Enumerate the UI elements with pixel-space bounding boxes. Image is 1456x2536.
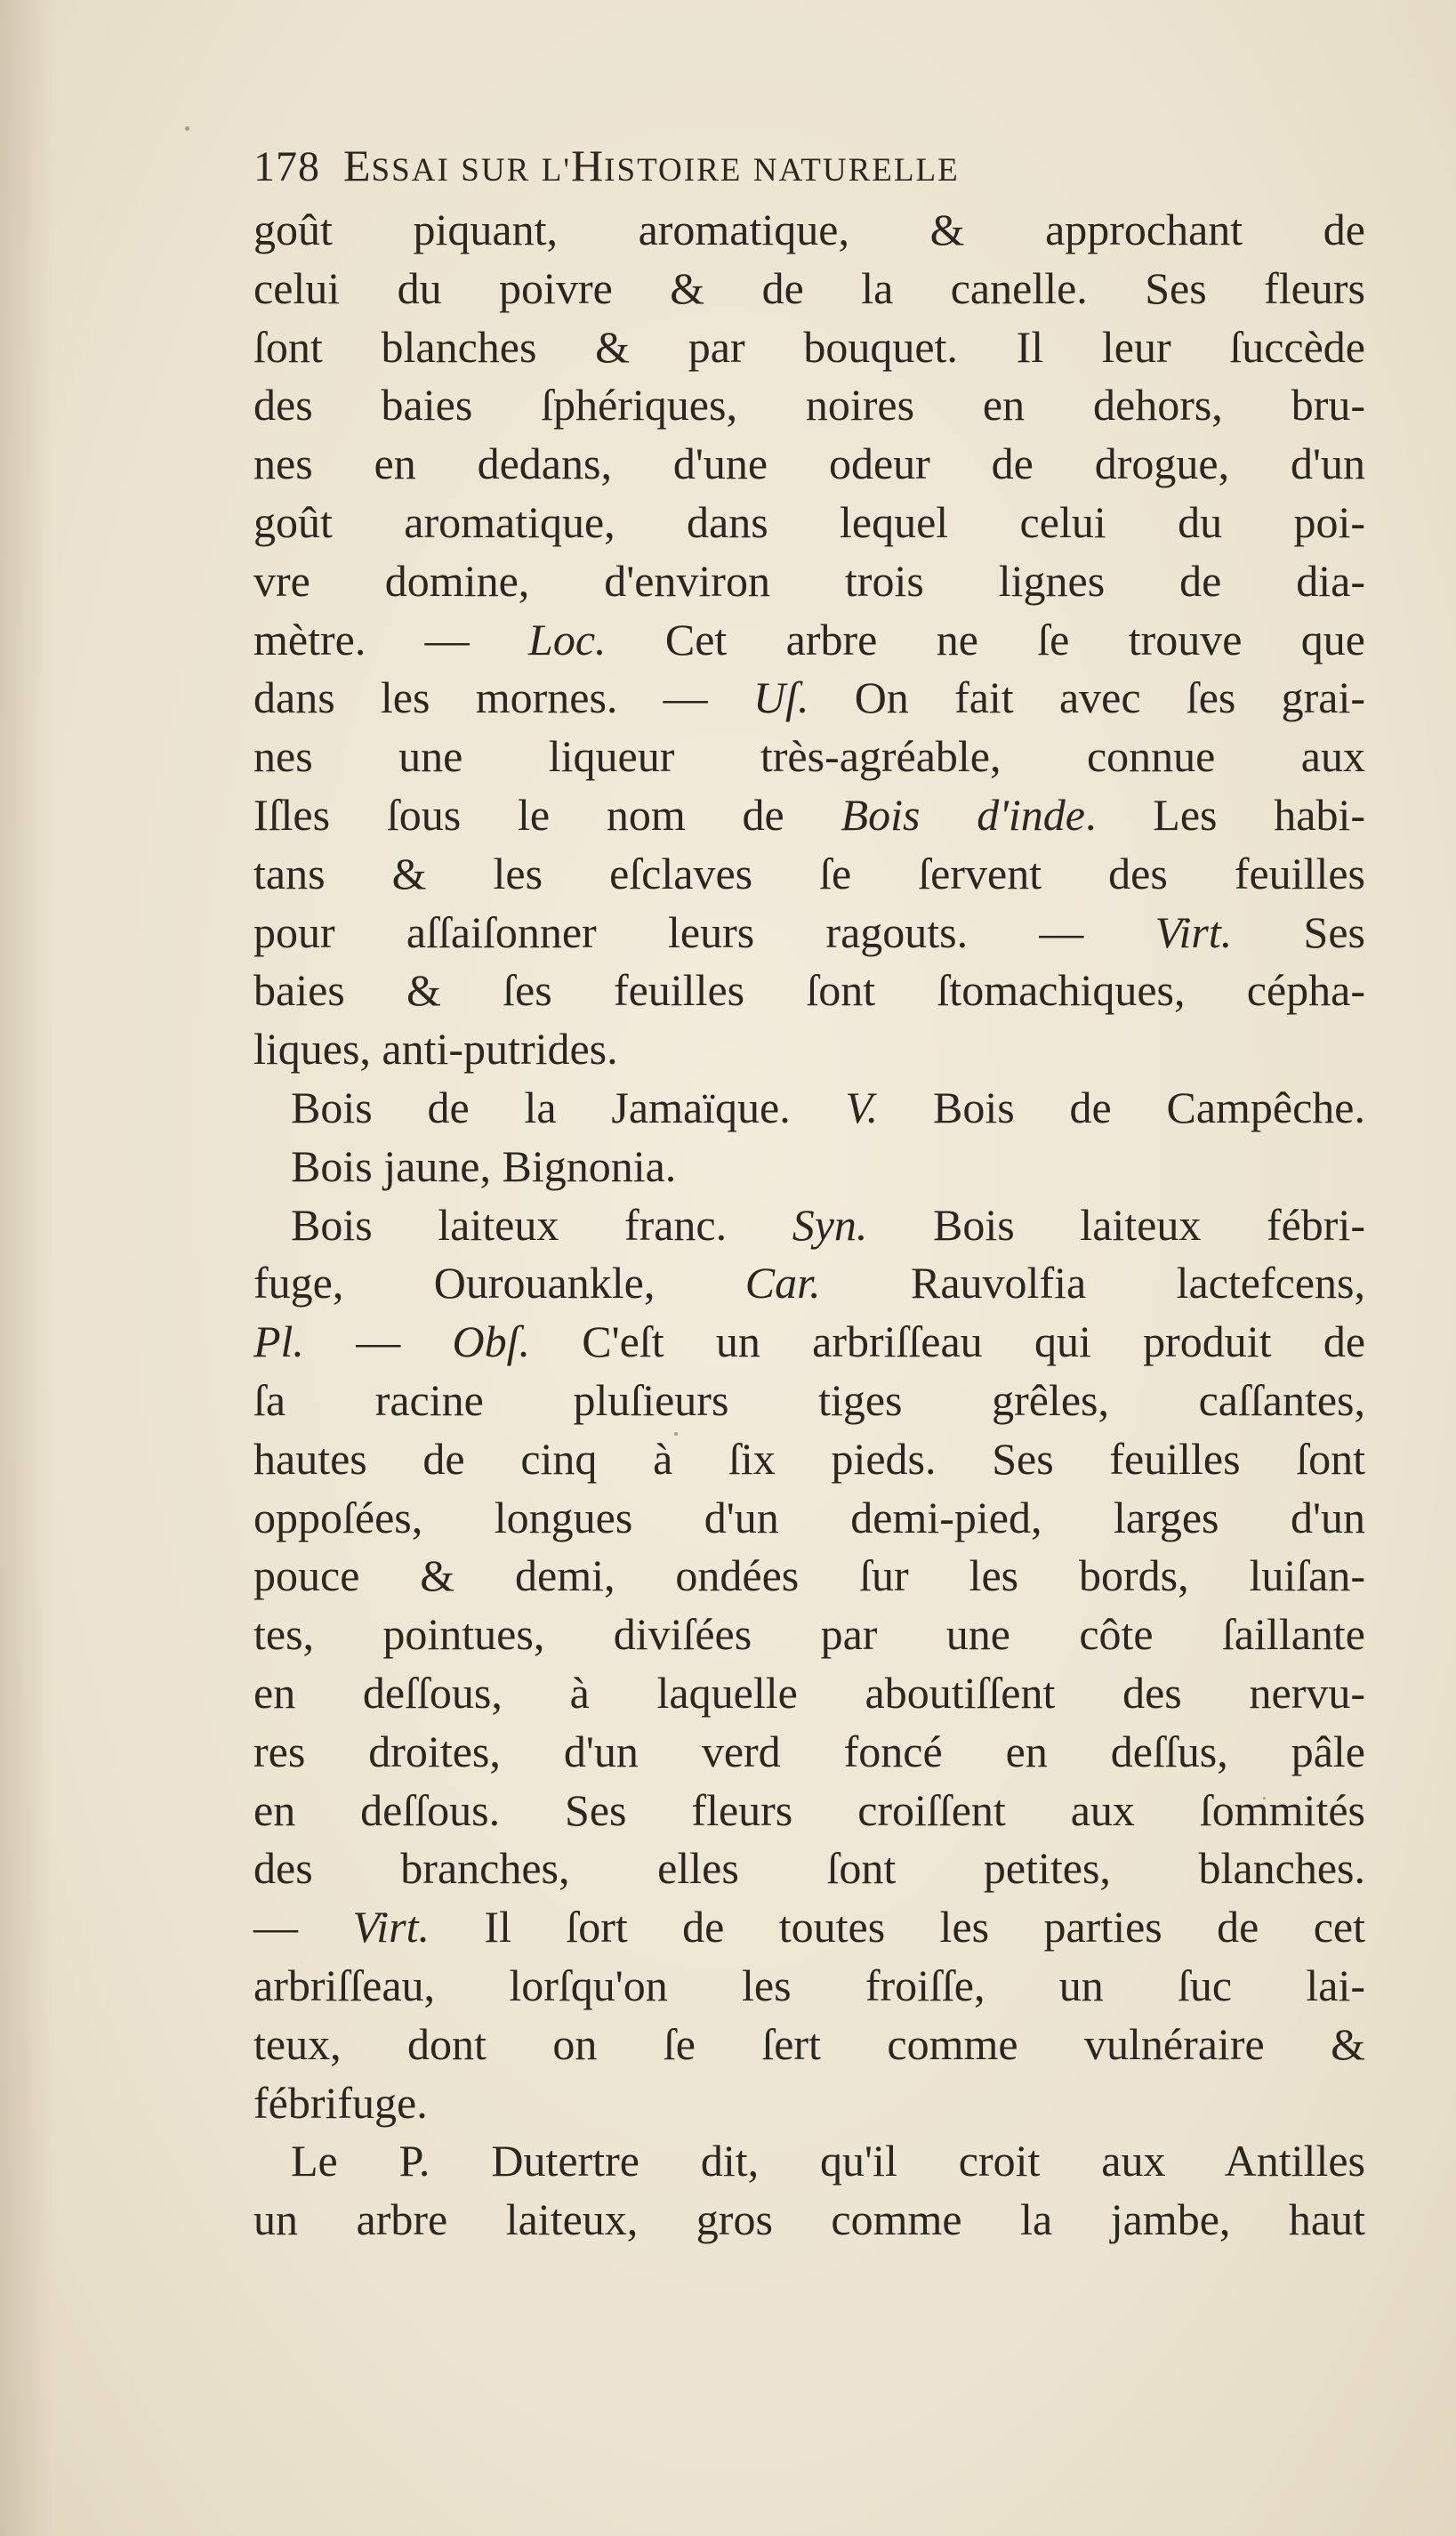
text-line: dans les mornes. — Uſ. On fait avec ſes grai- (253, 672, 1365, 723)
text-line: nes en dedans, d'une odeur de drogue, d'un (253, 439, 1365, 489)
paper-speck (185, 126, 189, 131)
entry-heading-line: Bois jaune, Bignonia. (291, 1140, 677, 1191)
body-text (253, 201, 1365, 2250)
text-line: vre domine, d'environ trois lignes de dia- (253, 555, 1365, 606)
text-line: — Virt. Il ſort de toutes les parties de cet (253, 1902, 1366, 1952)
entry-heading-line: Bois de la Jamaïque. V. Bois de Campêche. (291, 1082, 1365, 1132)
text-line: liques, anti-putrides. (253, 1024, 618, 1075)
text-line: Le P. Dutertre dit, qu'il croit aux Antilles (291, 2136, 1365, 2186)
text-line: ſont blanches & par bouquet. Il leur ſuccède (253, 321, 1365, 372)
text-line: nes une liqueur très-agréable, connue aux (253, 731, 1365, 782)
text-line: tans & les eſclaves ſe ſervent des feuilles (253, 848, 1365, 898)
text-line: des baies ſphériques, noires en dehors, bru- (253, 380, 1365, 431)
running-title: ESSAI SUR L'HISTOIRE NATURELLE (343, 141, 960, 190)
text-line: goût aromatique, dans lequel celui du poi- (253, 496, 1365, 547)
text-line: pour aſſaiſonner leurs ragouts. — Virt. Ses (253, 906, 1365, 957)
text-line: fébrifuge. (253, 2077, 428, 2128)
text-line: goût piquant, aromatique, & approchant de (253, 205, 1365, 254)
text-line: celui du poivre & de la canelle. Ses fleurs (253, 262, 1365, 313)
text-line: res droites, d'un verd foncé en deſſus, pâle (253, 1726, 1365, 1776)
text-line: en deſſous, à laquelle aboutiſſent des nervu- (253, 1667, 1365, 1718)
text-line: mètre. — Loc. Cet arbre ne ſe trouve que (253, 614, 1365, 664)
text-line: Pl. — Obſ. C'eſt un arbriſſeau qui produit de (253, 1316, 1366, 1367)
text-line: en deſſous. Ses fleurs croiſſent aux ſommités (253, 1784, 1365, 1835)
book-page (253, 142, 1365, 2250)
text-line: teux, dont on ſe ſert comme vulnéraire & (253, 2018, 1365, 2069)
text-line: hautes de cinq à ſix pieds. Ses feuilles ſont (253, 1433, 1365, 1484)
text-line: baies & ſes feuilles ſont ſtomachiques, cépha- (253, 965, 1365, 1016)
binding-gutter-shadow (0, 0, 53, 2536)
text-line: arbriſſeau, lorſqu'on les froiſſe, un ſuc lai- (253, 1960, 1365, 2010)
entry-heading-line: Bois laiteux franc. Syn. Bois laiteux fébri- (291, 1199, 1365, 1250)
text-line: pouce & demi, ondées ſur les bords, luiſan- (253, 1550, 1365, 1601)
text-line: tes, pointues, diviſées par une côte ſaillante (253, 1609, 1365, 1660)
text-line: un arbre laiteux, gros comme la jambe, haut (253, 2194, 1365, 2245)
text-line: ſa racine pluſieurs tiges grêles, caſſantes, (253, 1374, 1365, 1425)
page-number: 178 (253, 143, 320, 190)
text-line: des branches, elles ſont petites, blanches. (253, 1843, 1365, 1894)
text-line: Iſles ſous le nom de Bois d'inde. Les habi- (253, 789, 1365, 840)
text-line: oppoſées, longues d'un demi-pied, larges d'un (253, 1492, 1365, 1542)
text-line: fuge, Ourouankle, Car. Rauvolfia lactefcens, (253, 1258, 1365, 1308)
running-head (253, 142, 1365, 194)
